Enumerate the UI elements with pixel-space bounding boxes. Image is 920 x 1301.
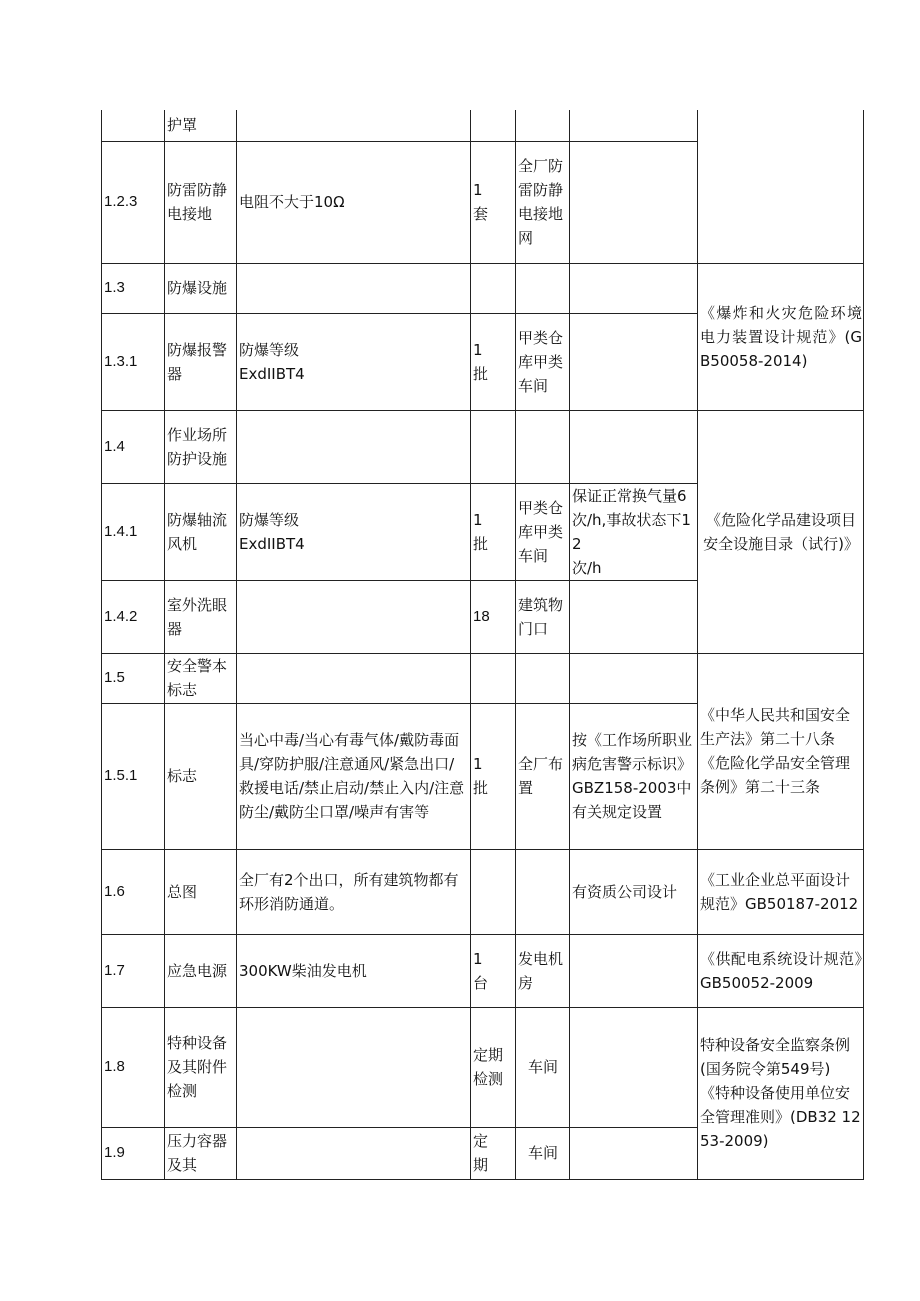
item-quantity: 1 套 <box>471 141 516 263</box>
item-name: 作业场所防护设施 <box>165 410 237 483</box>
item-number: 1.5.1 <box>102 703 165 849</box>
item-quantity: 定期检测 <box>471 1007 516 1127</box>
basis-cell: 《中华人民共和国安全生产法》第二十八条 《危险化学品安全管理条例》第二十三条 <box>698 653 864 849</box>
item-name: 室外洗眼器 <box>165 580 237 653</box>
item-number: 1.7 <box>102 934 165 1007</box>
item-name: 防爆轴流风机 <box>165 483 237 580</box>
item-note <box>570 1007 698 1127</box>
item-quantity: 1 批 <box>471 483 516 580</box>
basis-cell <box>698 110 864 263</box>
item-name: 应急电源 <box>165 934 237 1007</box>
item-note: 按《工作场所职业病危害警示标识》GBZ158-2003中有关规定设置 <box>570 703 698 849</box>
basis-cell: 《危险化学品建设项目安全设施目录（试行)》 <box>698 410 864 653</box>
item-note <box>570 110 698 141</box>
item-quantity <box>471 410 516 483</box>
table-row <box>102 1007 864 1127</box>
safety-facilities-table <box>101 110 864 1180</box>
item-name: 压力容器及其 <box>165 1127 237 1179</box>
item-number: 1.5 <box>102 653 165 703</box>
item-spec: 300KW柴油发电机 <box>237 934 471 1007</box>
basis-cell: 《爆炸和火灾危险环境电力装置设计规范》(GB50058-2014) <box>698 263 864 410</box>
item-number <box>102 110 165 141</box>
item-number: 1.9 <box>102 1127 165 1179</box>
item-spec: 全厂有2个出口，所有建筑物都有环形消防通道。 <box>237 849 471 934</box>
item-name: 防雷防静电接地 <box>165 141 237 263</box>
item-spec <box>237 580 471 653</box>
item-number: 1.6 <box>102 849 165 934</box>
table-row <box>102 653 864 703</box>
item-number: 1.4 <box>102 410 165 483</box>
item-spec <box>237 410 471 483</box>
item-spec: 防爆等级 ExdIIBT4 <box>237 483 471 580</box>
item-quantity: 18 <box>471 580 516 653</box>
table-row <box>102 934 864 1007</box>
item-number: 1.4.1 <box>102 483 165 580</box>
item-quantity <box>471 110 516 141</box>
item-name: 安全警本标志 <box>165 653 237 703</box>
item-number: 1.3 <box>102 263 165 313</box>
item-note <box>570 1127 698 1179</box>
item-note <box>570 934 698 1007</box>
item-note: 保证正常换气量6次/h,事故状态下12 次/h <box>570 483 698 580</box>
item-quantity <box>471 849 516 934</box>
item-note <box>570 313 698 410</box>
item-location: 发电机房 <box>516 934 570 1007</box>
item-location <box>516 653 570 703</box>
basis-cell: 特种设备安全监察条例(国务院令第549号) 《特种设备使用单位安全管理准则》(DB32 1253-2009) <box>698 1007 864 1179</box>
table-row <box>102 110 864 141</box>
item-note: 有资质公司设计 <box>570 849 698 934</box>
item-name: 标志 <box>165 703 237 849</box>
basis-cell: 《工业企业总平面设计规范》GB50187-2012 <box>698 849 864 934</box>
item-spec: 当心中毒/当心有毒气体/戴防毒面具/穿防护服/注意通风/紧急出口/救援电话/禁止启动/禁止入内/注意防尘/戴防尘口罩/噪声有害等 <box>237 703 471 849</box>
table-row <box>102 410 864 483</box>
item-location: 建筑物门口 <box>516 580 570 653</box>
item-note <box>570 653 698 703</box>
item-location: 甲类仓库甲类车间 <box>516 313 570 410</box>
item-name: 特种设备及其附件检测 <box>165 1007 237 1127</box>
item-location: 全厂布置 <box>516 703 570 849</box>
item-note <box>570 410 698 483</box>
item-spec <box>237 263 471 313</box>
item-location <box>516 110 570 141</box>
item-location: 车间 <box>516 1127 570 1179</box>
item-name: 防爆报警器 <box>165 313 237 410</box>
basis-cell: 《供配电系统设计规范》GB50052-2009 <box>698 934 864 1007</box>
item-location: 甲类仓库甲类车间 <box>516 483 570 580</box>
item-quantity <box>471 263 516 313</box>
item-quantity: 1 台 <box>471 934 516 1007</box>
item-quantity: 定 期 <box>471 1127 516 1179</box>
item-spec <box>237 653 471 703</box>
item-quantity: 1 批 <box>471 313 516 410</box>
table-row <box>102 849 864 934</box>
item-name: 总图 <box>165 849 237 934</box>
item-quantity: 1 批 <box>471 703 516 849</box>
item-spec: 防爆等级 ExdIIBT4 <box>237 313 471 410</box>
item-location: 全厂防雷防静电接地网 <box>516 141 570 263</box>
item-spec <box>237 1127 471 1179</box>
item-note <box>570 141 698 263</box>
item-note <box>570 580 698 653</box>
item-note <box>570 263 698 313</box>
item-location <box>516 410 570 483</box>
item-number: 1.4.2 <box>102 580 165 653</box>
item-quantity <box>471 653 516 703</box>
item-spec: 电阻不大于10Ω <box>237 141 471 263</box>
item-name: 防爆设施 <box>165 263 237 313</box>
item-location <box>516 263 570 313</box>
item-spec <box>237 110 471 141</box>
item-name: 护罩 <box>165 110 237 141</box>
item-number: 1.2.3 <box>102 141 165 263</box>
item-location <box>516 849 570 934</box>
item-spec <box>237 1007 471 1127</box>
table-row <box>102 263 864 313</box>
item-number: 1.3.1 <box>102 313 165 410</box>
item-location: 车间 <box>516 1007 570 1127</box>
item-number: 1.8 <box>102 1007 165 1127</box>
